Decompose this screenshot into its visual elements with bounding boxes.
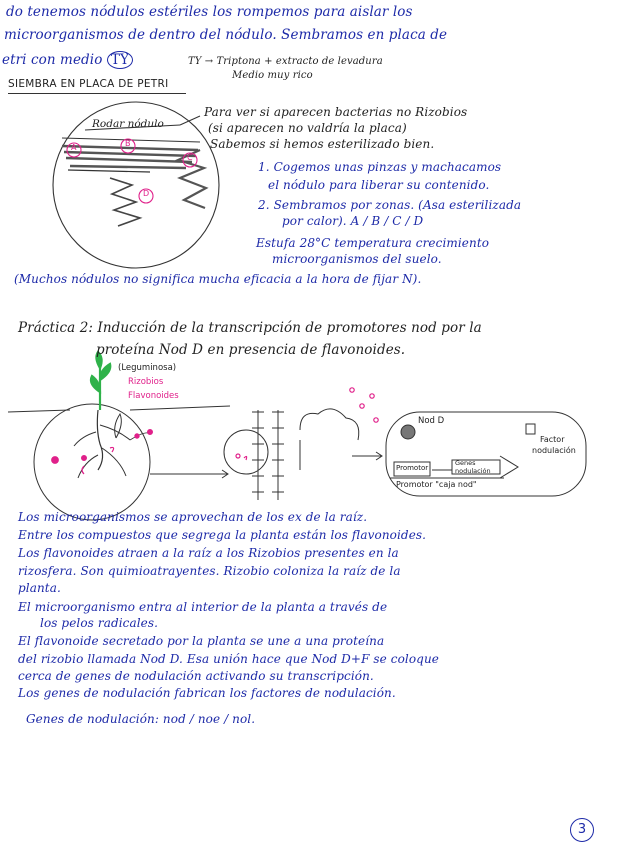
genes-box-label-1: Genes: [455, 459, 476, 467]
plant-label-legume: (Leguminosa): [118, 363, 177, 373]
explanation-line-8: El flavonoide secretado por la planta se une a una proteína: [18, 634, 385, 648]
explanation-line-2: Entre los compuestos que segrega la planta están los flavonoides.: [18, 528, 427, 542]
sector-label-a: A: [71, 143, 77, 152]
explanation-line-5: planta.: [18, 581, 61, 595]
petri-note-line-3: Sabemos si hemos esterilizado bien.: [210, 137, 435, 151]
petri-stove-line-1: Estufa 28°C temperatura crecimiento: [256, 236, 490, 250]
explanation-line-6: El microorganismo entra al interior de la planta a través de: [18, 600, 388, 614]
explanation-line-10: cerca de genes de nodulación activando su transcripción.: [18, 669, 374, 683]
practice-2-title-line-1: Práctica 2: Inducción de la transcripción de promotores nod por la: [18, 320, 482, 336]
plant-label-flavonoids: Flavonoides: [128, 391, 179, 401]
plant-label-rhizobia: Rizobios: [128, 377, 164, 387]
petri-step-1-line-1: 1. Cogemos unas pinzas y machacamos: [258, 160, 502, 174]
plant-root-drawing: [8, 404, 230, 520]
ty-circled-label: TY: [107, 51, 133, 69]
intro-line-2: microorganismos de dentro del nódulo. Sembramos en placa de: [4, 27, 448, 43]
page-number: 3: [570, 818, 594, 842]
ty-definition-text: Triptona + extracto de levadura: [216, 56, 383, 67]
sector-label-d: D: [143, 189, 150, 198]
petri-stove-line-2: microorganismos del suelo.: [272, 252, 442, 266]
cell-label-nodd: Nod D: [418, 416, 445, 426]
promoter-caption: Promotor "caja nod": [396, 480, 477, 489]
arrow-root-to-cell: [150, 470, 228, 478]
sector-label-b: B: [125, 139, 131, 148]
cell-label-factor: Factor: [540, 435, 565, 444]
petri-step-2-line-2: por calor). A / B / C / D: [282, 214, 424, 228]
plant-stem: [91, 352, 110, 410]
petri-note-pointer: [180, 116, 200, 125]
root-hair-drawing: [224, 409, 359, 500]
ty-definition-line-2: Medio muy rico: [232, 70, 313, 81]
section-title: SIEMBRA EN PLACA DE PETRI: [8, 78, 169, 90]
explanation-line-11: Los genes de nodulación fabrican los factores de nodulación.: [18, 686, 396, 700]
explanation-line-1: Los microorganismos se aprovechan de los ex de la raíz.: [18, 510, 368, 524]
petri-step-2-line-1: 2. Sembramos por zonas. (Asa esterilizada: [258, 198, 522, 212]
petri-remark: (Muchos nódulos no significa mucha eficacia a la hora de fijar N).: [14, 272, 422, 286]
practice-2-title-line-2: proteína Nod D en presencia de flavonoides.: [96, 342, 406, 358]
ty-definition-label: TY →: [188, 56, 214, 67]
nodulation-genes-line: Genes de nodulación: nod / noe / nol.: [26, 712, 256, 726]
petri-note-line-2: (si aparecen no valdría la placa): [208, 121, 407, 135]
petri-note-line-1: Para ver si aparecen bacterias no Rizobios: [204, 105, 468, 119]
genes-box-label-2: nodulación: [455, 467, 491, 475]
petri-step-1-line-2: el nódulo para liberar su contenido.: [268, 178, 490, 192]
cell-label-factor-2: nodulación: [532, 446, 576, 455]
explanation-line-3: Los flavonoides atraen a la raíz a los Rizobios presentes en la: [18, 546, 399, 560]
intro-line-1: do tenemos nódulos estériles los rompemos para aislar los: [6, 4, 413, 20]
explanation-line-9: del rizobio llamada Nod D. Esa unión hace que Nod D+F se coloque: [18, 652, 439, 666]
intro-line-3-prefix: etri con medio: [2, 52, 103, 68]
explanation-line-4: rizosfera. Son quimioatrayentes. Rizobio coloniza la raíz de la: [18, 564, 401, 578]
petri-dish-label: Rodar nódulo: [92, 118, 164, 130]
promoter-box-label: Promotor: [396, 464, 429, 472]
sector-label-c: C: [187, 153, 193, 162]
explanation-line-7: los pelos radicales.: [40, 616, 159, 630]
